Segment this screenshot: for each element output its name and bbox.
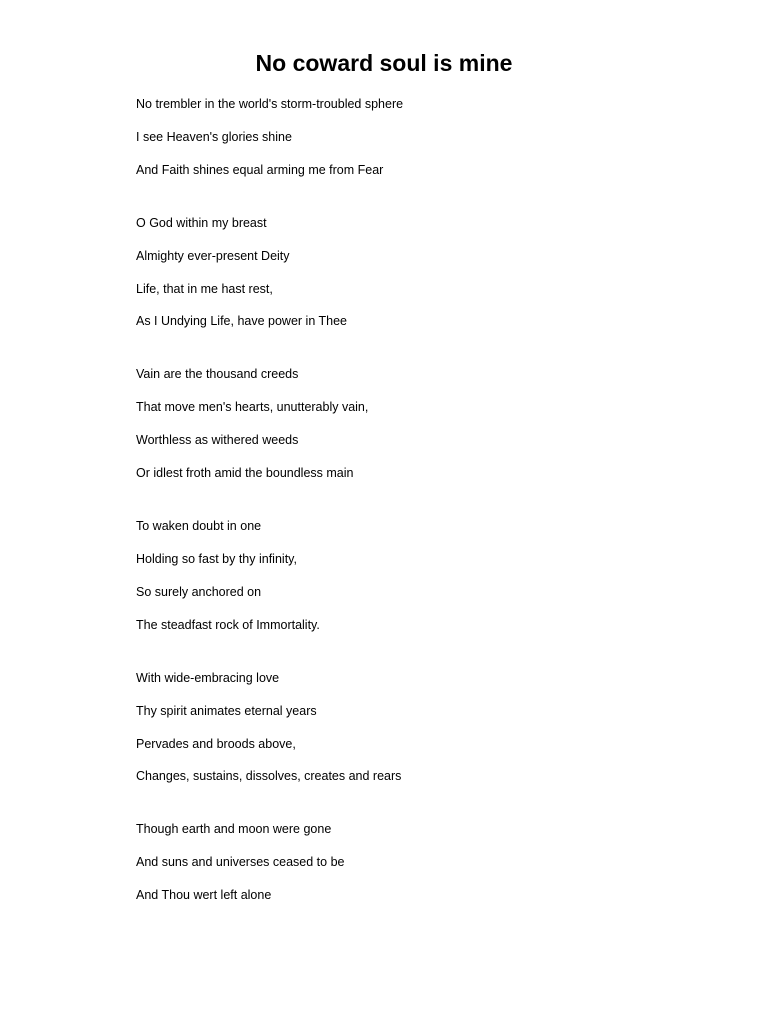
poem-line: And suns and universes ceased to be [136, 855, 345, 870]
poem-line: Or idlest froth amid the boundless main [136, 466, 354, 481]
poem-line: Changes, sustains, dissolves, creates and rears [136, 769, 402, 784]
stanza-2 [136, 213, 696, 332]
poem-line: O God within my breast [136, 215, 267, 230]
stanza-1 [136, 94, 696, 180]
poem-line: No trembler in the world's storm-troubled sphere [136, 97, 404, 111]
poem-line: The steadfast rock of Immortality. [136, 617, 320, 632]
poem-line: Worthless as withered weeds [136, 433, 299, 448]
poem-line: Almighty ever-present Deity [136, 248, 290, 263]
poem-line: Holding so fast by thy infinity, [136, 552, 297, 567]
poem-body [136, 94, 696, 938]
poem-line: Though earth and moon were gone [136, 822, 332, 837]
stanza-4 [136, 516, 696, 635]
poem-line: I see Heaven's glories shine [136, 129, 292, 144]
poem-title: No coward soul is mine [255, 50, 513, 76]
poem-line: To waken doubt in one [136, 519, 262, 534]
stanza-5 [136, 668, 696, 787]
poem-line: Pervades and broods above, [136, 736, 296, 751]
poem-line: So surely anchored on [136, 584, 262, 599]
poem-line: Vain are the thousand creeds [136, 367, 299, 382]
poem-line: Thy spirit animates eternal years [136, 703, 317, 718]
stanza-3 [136, 364, 696, 483]
poem-line: And Thou wert left alone [136, 888, 272, 903]
poem-line: As I Undying Life, have power in Thee [136, 314, 348, 329]
poem-line: And Faith shines equal arming me from Fear [136, 162, 384, 177]
poem-line: Life, that in me hast rest, [136, 281, 273, 296]
poem-line: With wide-embracing love [136, 670, 280, 685]
stanza-6 [136, 819, 696, 905]
poem-line: That move men's hearts, unutterably vain, [136, 400, 369, 415]
